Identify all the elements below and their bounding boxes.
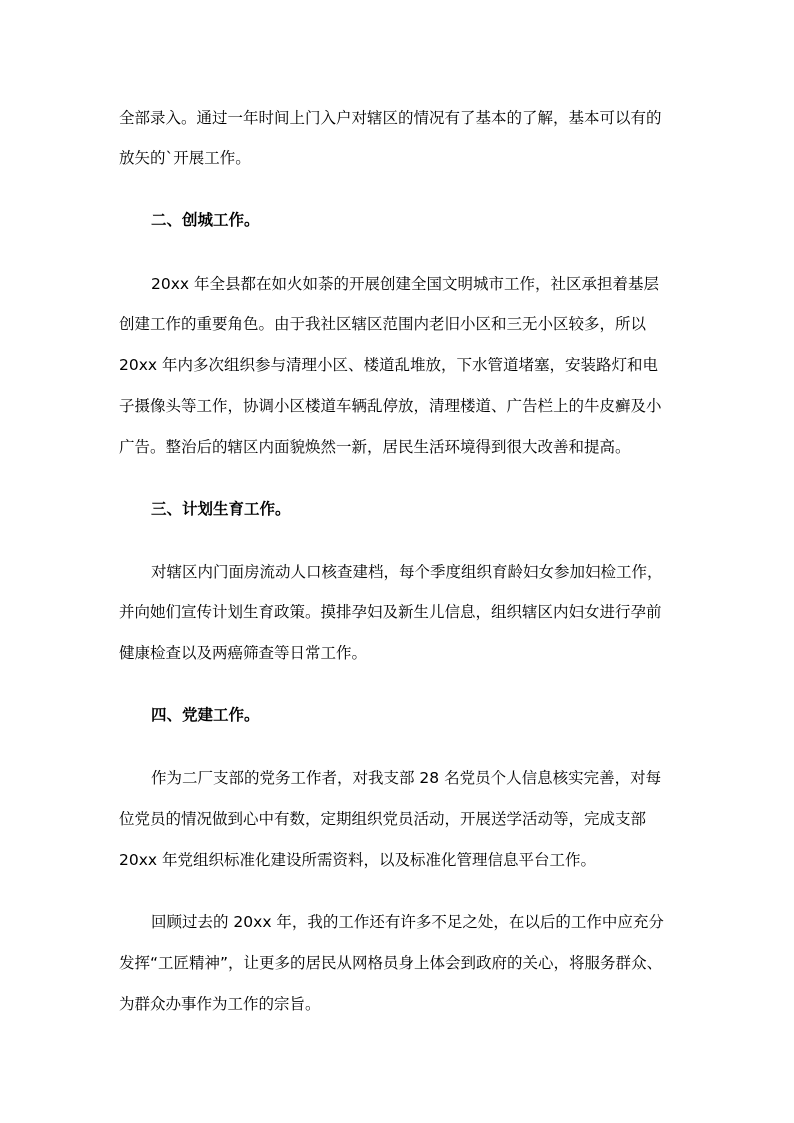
section-heading-3: 三、计划生育工作。	[151, 500, 291, 518]
para1-line-1: 全部录入。通过一年时间上门入户对辖区的情况有了基本的了解，基本可以有的	[119, 109, 662, 127]
para2-line-5: 广告。整治后的辖区内面貌焕然一新，居民生活环境得到很大改善和提高。	[119, 438, 631, 456]
para3-line-2: 并向她们宣传计划生育政策。摸排孕妇及新生儿信息，组织辖区内妇女进行孕前	[119, 603, 662, 621]
para2-line-3: 20xx 年内多次组织参与清理小区、楼道乱堆放，下水管道堵塞，安装路灯和电	[119, 356, 658, 374]
para2-line-1: 20xx 年全县都在如火如荼的开展创建全国文明城市工作，社区承担着基层	[151, 275, 659, 293]
para2-line-2: 创建工作的重要角色。由于我社区辖区范围内老旧小区和三无小区较多，所以	[119, 315, 647, 333]
para5-line-2: 发挥“工匠精神”，让更多的居民从网格员身上体会到政府的关心，将服务群众、	[119, 954, 663, 972]
para5-line-1: 回顾过去的 20xx 年，我的工作还有许多不足之处，在以后的工作中应充分	[151, 913, 664, 931]
section-heading-4: 四、党建工作。	[151, 706, 260, 724]
para1-line-2: 放矢的`开展工作。	[119, 149, 251, 167]
para4-line-1: 作为二厂支部的党务工作者，对我支部 28 名党员个人信息核实完善，对每	[151, 769, 662, 787]
para3-line-1: 对辖区内门面房流动人口核查建档，每个季度组织育龄妇女参加妇检工作，	[151, 563, 663, 581]
para4-line-3: 20xx 年党组织标准化建设所需资料，以及标准化管理信息平台工作。	[119, 851, 596, 869]
para3-line-3: 健康检查以及两癌筛查等日常工作。	[119, 644, 368, 662]
section-heading-2: 二、创城工作。	[151, 211, 260, 229]
para5-line-3: 为群众办事作为工作的宗旨。	[119, 995, 321, 1013]
para4-line-2: 位党员的情况做到心中有数，定期组织党员活动，开展送学活动等，完成支部	[119, 810, 647, 828]
para2-line-4: 子摄像头等工作，协调小区楼道车辆乱停放，清理楼道、广告栏上的牛皮癣及小	[119, 397, 662, 415]
